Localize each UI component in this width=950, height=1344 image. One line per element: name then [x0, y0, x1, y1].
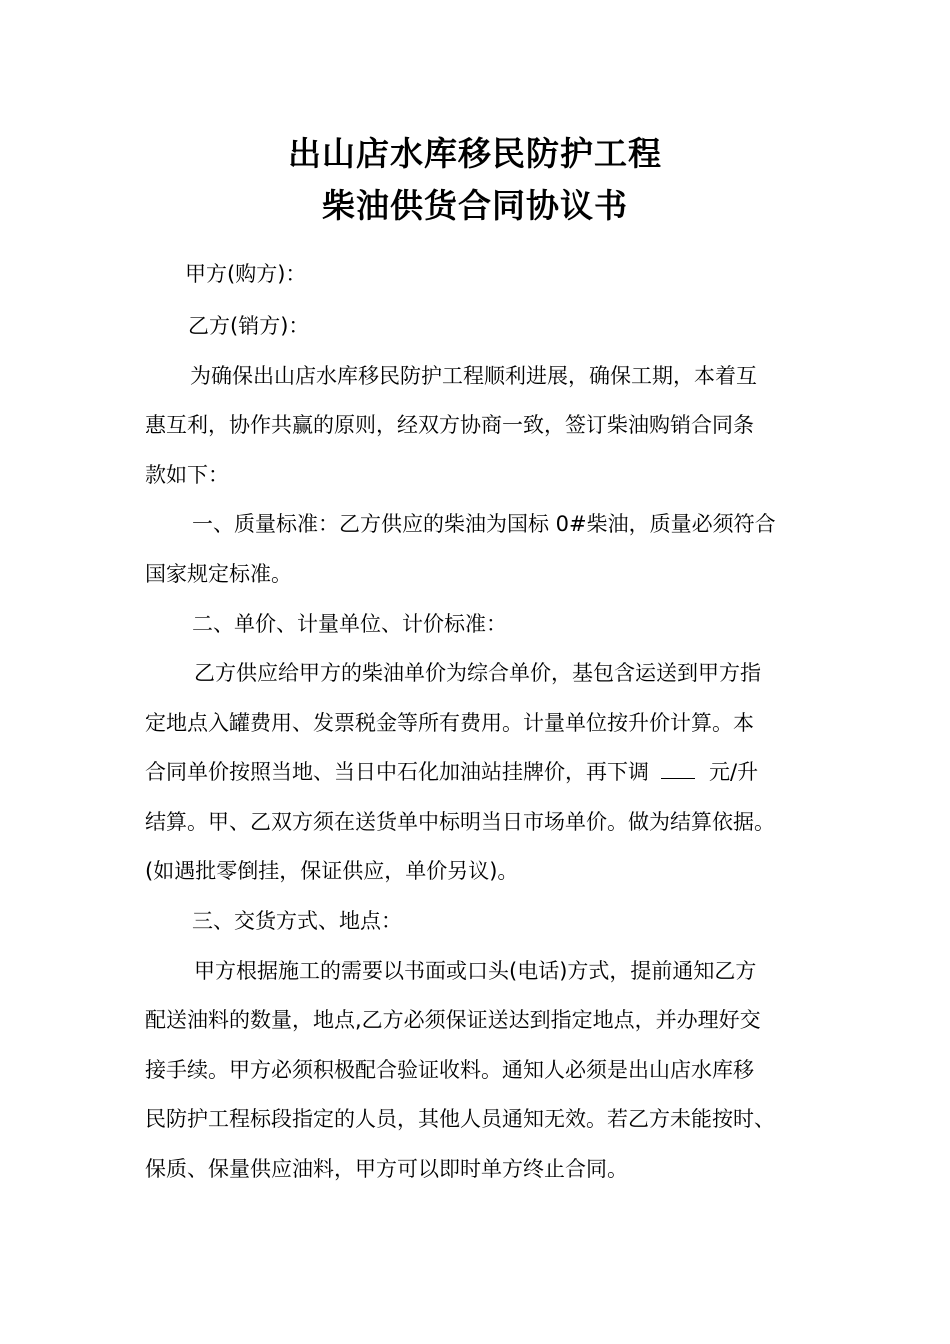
- section2-line-2: 定地点入罐费用、发票税金等所有费用。计量单位按升价计算。本: [145, 711, 754, 735]
- section1-line-1: 一、质量标准：乙方供应的柴油为国标 0#柴油，质量必须符合: [192, 512, 776, 536]
- section3-line-5: 保质、保量供应油料，甲方可以即时单方终止合同。: [145, 1157, 628, 1181]
- section2-line-4: 结算。甲、乙双方须在送货单中标明当日市场单价。做为结算依据。: [145, 810, 775, 834]
- section3-heading: 三、交货方式、地点：: [192, 909, 402, 933]
- section2-heading: 二、单价、计量单位、计价标准：: [192, 612, 507, 636]
- section2-line-1: 乙方供应给甲方的柴油单价为综合单价，基包含运送到甲方指: [194, 661, 761, 685]
- intro-line-3: 款如下：: [145, 463, 229, 487]
- party-a-label: 甲方(购方)：: [185, 262, 307, 286]
- section3-line-4: 民防护工程标段指定的人员，其他人员通知无效。若乙方未能按时、: [145, 1107, 775, 1131]
- party-b-label: 乙方(销方)：: [188, 314, 310, 338]
- document-subtitle: 柴油供货合同协议书: [322, 186, 628, 225]
- section2-line-5: (如遇批零倒挂，保证供应，单价另议)。: [145, 859, 519, 883]
- section3-line-2: 配送油料的数量，地点,乙方必须保证送达到指定地点，并办理好交: [145, 1008, 761, 1032]
- document-title: 出山店水库移民防护工程: [288, 134, 662, 173]
- intro-line-1: 为确保出山店水库移民防护工程顺利进展，确保工期，本着互: [190, 364, 757, 388]
- intro-line-2: 惠互利，协作共赢的原则，经双方协商一致，签订柴油购销合同条: [145, 413, 754, 437]
- section1-line-2: 国家规定标准。: [145, 562, 292, 586]
- section2-line-3-text: 合同单价按照当地、当日中石化加油站挂牌价，再下调: [145, 760, 649, 784]
- section3-line-3: 接手续。甲方必须积极配合验证收料。通知人必须是出山店水库移: [145, 1058, 754, 1082]
- section3-line-1: 甲方根据施工的需要以书面或口头(电话)方式，提前通知乙方: [194, 959, 757, 983]
- price-unit: 元/升: [709, 760, 759, 784]
- price-blank: [661, 760, 695, 779]
- section2-line-3: [145, 757, 758, 787]
